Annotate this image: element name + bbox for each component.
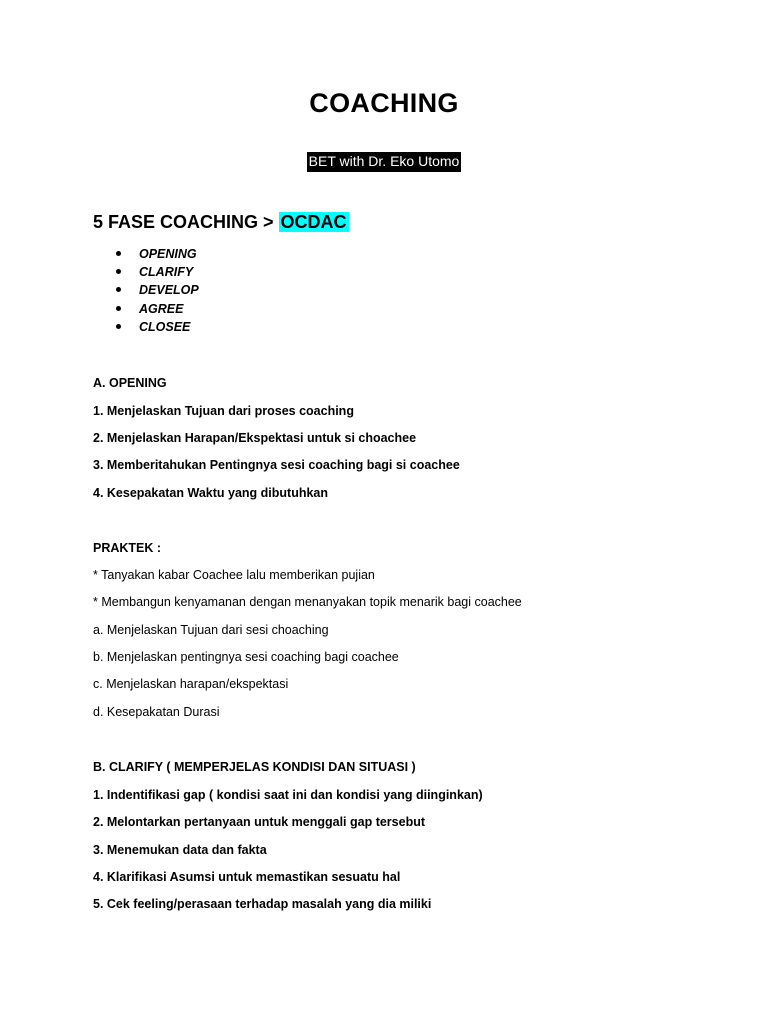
phases-heading-prefix: 5 FASE COACHING >	[93, 212, 279, 232]
page-title: COACHING	[309, 88, 459, 118]
section-b-item: 3. Menemukan data dan fakta	[93, 843, 267, 857]
section-a-item: 2. Menjelaskan Harapan/Ekspektasi untuk si choachee	[93, 431, 417, 445]
praktek-item: b. Menjelaskan pentingnya sesi coaching bagi coachee	[93, 650, 399, 664]
section-b-item: 5. Cek feeling/perasaan terhadap masalah yang dia miliki	[93, 897, 432, 911]
bullet-icon	[116, 287, 121, 292]
bullet-icon	[116, 269, 121, 274]
phase-item	[112, 300, 199, 318]
section-a-heading: A. OPENING	[93, 376, 167, 390]
section-b-heading: B. CLARIFY ( MEMPERJELAS KONDISI DAN SITUASI )	[93, 760, 416, 774]
phases-heading-highlight: OCDAC	[280, 212, 347, 232]
subtitle-container	[0, 152, 768, 172]
praktek-item: * Membangun kenyamanan dengan menanyakan topik menarik bagi coachee	[93, 595, 522, 609]
phase-item	[112, 263, 199, 281]
section-a-item: 1. Menjelaskan Tujuan dari proses coaching	[93, 404, 354, 418]
phase-item	[112, 245, 199, 263]
praktek-item: * Tanyakan kabar Coachee lalu memberikan pujian	[93, 568, 375, 582]
phases-heading	[93, 210, 349, 234]
section-a-item: 4. Kesepakatan Waktu yang dibutuhkan	[93, 486, 329, 500]
phase-item	[112, 318, 199, 336]
phase-item	[112, 281, 199, 299]
phase-item-label: DEVELOP	[139, 283, 199, 298]
phase-item-label: CLARIFY	[139, 265, 194, 280]
bullet-icon	[116, 324, 121, 329]
praktek-item: d. Kesepakatan Durasi	[93, 705, 220, 719]
section-b-item: 1. Indentifikasi gap ( kondisi saat ini dan kondisi yang diinginkan)	[93, 788, 483, 802]
praktek-item: a. Menjelaskan Tujuan dari sesi choaching	[93, 623, 329, 637]
subtitle: BET with Dr. Eko Utomo	[307, 152, 462, 172]
phase-item-label: AGREE	[139, 301, 184, 316]
phase-item-label: OPENING	[139, 247, 197, 261]
phase-list	[112, 245, 199, 336]
bullet-icon	[116, 306, 121, 311]
section-a-item: 3. Memberitahukan Pentingnya sesi coaching bagi si coachee	[93, 458, 460, 472]
phase-item-label: CLOSEE	[139, 319, 191, 334]
praktek-item: c. Menjelaskan harapan/ekspektasi	[93, 677, 289, 691]
bullet-icon	[116, 251, 121, 256]
section-b-item: 2. Melontarkan pertanyaan untuk menggali gap tersebut	[93, 815, 426, 829]
praktek-heading: PRAKTEK :	[93, 541, 162, 555]
section-b-item: 4. Klarifikasi Asumsi untuk memastikan sesuatu hal	[93, 870, 401, 884]
